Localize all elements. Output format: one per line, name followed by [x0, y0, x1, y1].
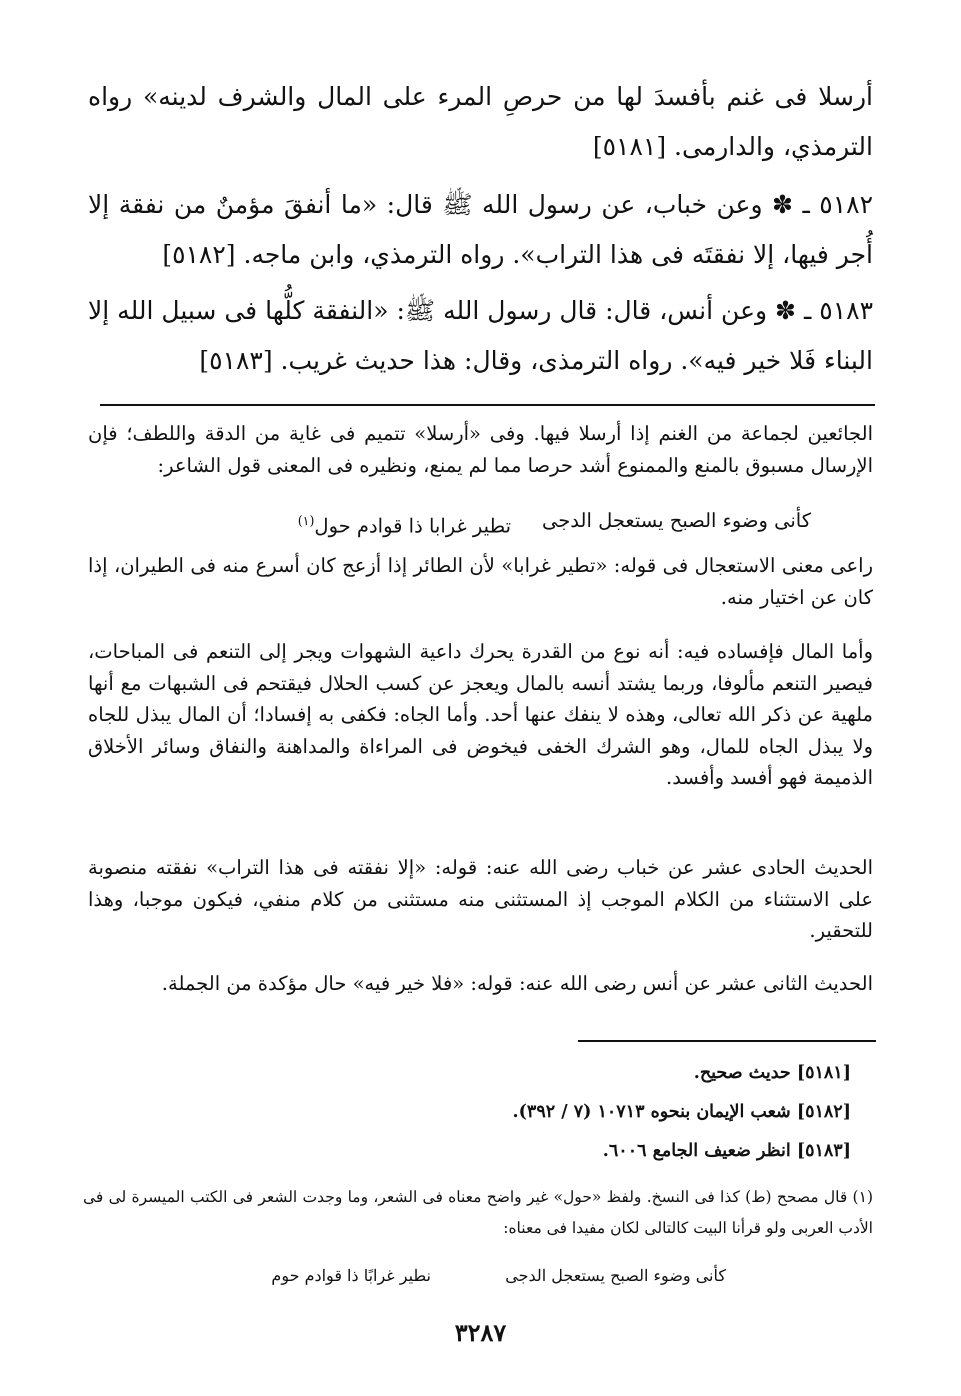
hadith-text: ٥١٨٢ ـ ✽ وعن خباب، عن رسول الله ﷺ قال: «ما أنفقَ مؤمنٌ من نفقة إلا أُجر فيها، إلا نفقتَه فى هذا التراب». رواه الترمذي، وابن ماجه. [٥١٨٢]	[88, 190, 873, 269]
footnote-5182: [٥١٨٢] شعب الإيمان بنحوه ١٠٧١٣ (٧ / ٣٩٢).	[512, 1102, 851, 1122]
commentary-paragraph-4	[88, 852, 873, 947]
page-number: ٣٢٨٧	[454, 1318, 507, 1347]
commentary-text: الجائعين لجماعة من الغنم إذا أرسلا فيها. وفى «أرسلا» تتميم فى غاية من الدقة واللطف؛ فإن الإرسال مسبوق بالمنع والممنوع أشد حرصا مما لم يمنع، ونظيره فى المعنى قول الشاعر:	[88, 422, 873, 477]
commentary-paragraph-1	[88, 418, 873, 481]
commentary-text: وأما المال فإفساده فيه: أنه نوع من القدرة يحرك داعية الشهوات ويجر إلى التنعم فى المباحات، فيصير التنعم مألوفا، وربما يشتد أنسه بالمال ويعجز عن كسب الحلال فيقتحم فى الشبهات مع أنها ملهية عن ذكر الله تعالى، وهذه لا ينفك عنها أحد. وأما الجاه: فكفى به إفسادا؛ أن المال يبذل للجاه ولا يبذل الجاه للمال، وهو الشرك الخفى فيخوض فى المراءاة والمداهنة والنفاق وسائر الأخلاق الذميمة فهو أفسد وأفسد.	[88, 640, 873, 789]
commentary-text: الحديث الحادى عشر عن خباب رضى الله عنه: قوله: «إلا نفقته فى هذا التراب» نفقته منصوبة على الاستثناء من الكلام الموجب إذ المستثنى منه مستثنى من كلام منفي، فيكون موجبا، وهذا للتحقير.	[88, 856, 873, 942]
poetry-verse-right	[542, 505, 811, 537]
footnote-5183: [٥١٨٣] انظر ضعيف الجامع ٦٠٠٦.	[602, 1141, 851, 1161]
section-divider	[100, 404, 875, 406]
verse-hemistich: كأنى وضوء الصبح يستعجل الدجى	[541, 509, 811, 532]
hadith-text: ٥١٨٣ ـ ✽ وعن أنس، قال: قال رسول الله ﷺ: «النفقة كلُّها فى سبيل الله إلا البناء فَلا خير فيه». رواه الترمذى، وقال: هذا حديث غريب. [٥١٨٣]	[88, 296, 873, 375]
commentary-paragraph-3	[88, 636, 873, 794]
hadith-5183	[88, 286, 873, 386]
footnote-divider	[578, 1040, 876, 1042]
poetry-verse-left	[298, 505, 511, 543]
footnote-5181: [٥١٨١] حديث صحيح.	[693, 1063, 851, 1083]
footnote-verse-right: كأنى وضوء الصبح يستعجل الدجى	[505, 1266, 726, 1285]
commentary-text: راعى معنى الاستعجال فى قوله: «تطير غرابا» لأن الطائر إذا أزعج كان أسرع منه فى الطيران، إذا كان عن اختيار منه.	[88, 554, 873, 609]
hadith-5182	[88, 180, 873, 280]
footnote-verse-left: نطير غرابًا ذا قوادم حوم	[271, 1266, 431, 1285]
verse-hemistich: تطير غرابا ذا قوادم حول	[314, 514, 511, 538]
commentary-paragraph-5	[88, 968, 873, 1000]
commentary-paragraph-2	[88, 550, 873, 613]
footnote-marker: (١)	[297, 513, 315, 528]
hadith-5181-tail	[88, 72, 873, 172]
commentary-text: الحديث الثانى عشر عن أنس رضى الله عنه: قوله: «فلا خير فيه» حال مؤكدة من الجملة.	[161, 972, 873, 995]
footnote-note-1: (١) قال مصحح (ط) كذا فى النسخ. ولفظ «حول» غير واضح معناه فى الشعر، وما وجدت الشعر فى الكتب الميسرة لى فى الأدب العربى ولو قرأنا البيت كالتالى لكان مفيدا فى معناه:	[83, 1188, 873, 1237]
hadith-text: أرسلا فى غنم بأفسدَ لها من حرصِ المرء على المال والشرف لدينه» رواه الترمذي، والدارمى. [٥١٨١]	[88, 82, 873, 161]
